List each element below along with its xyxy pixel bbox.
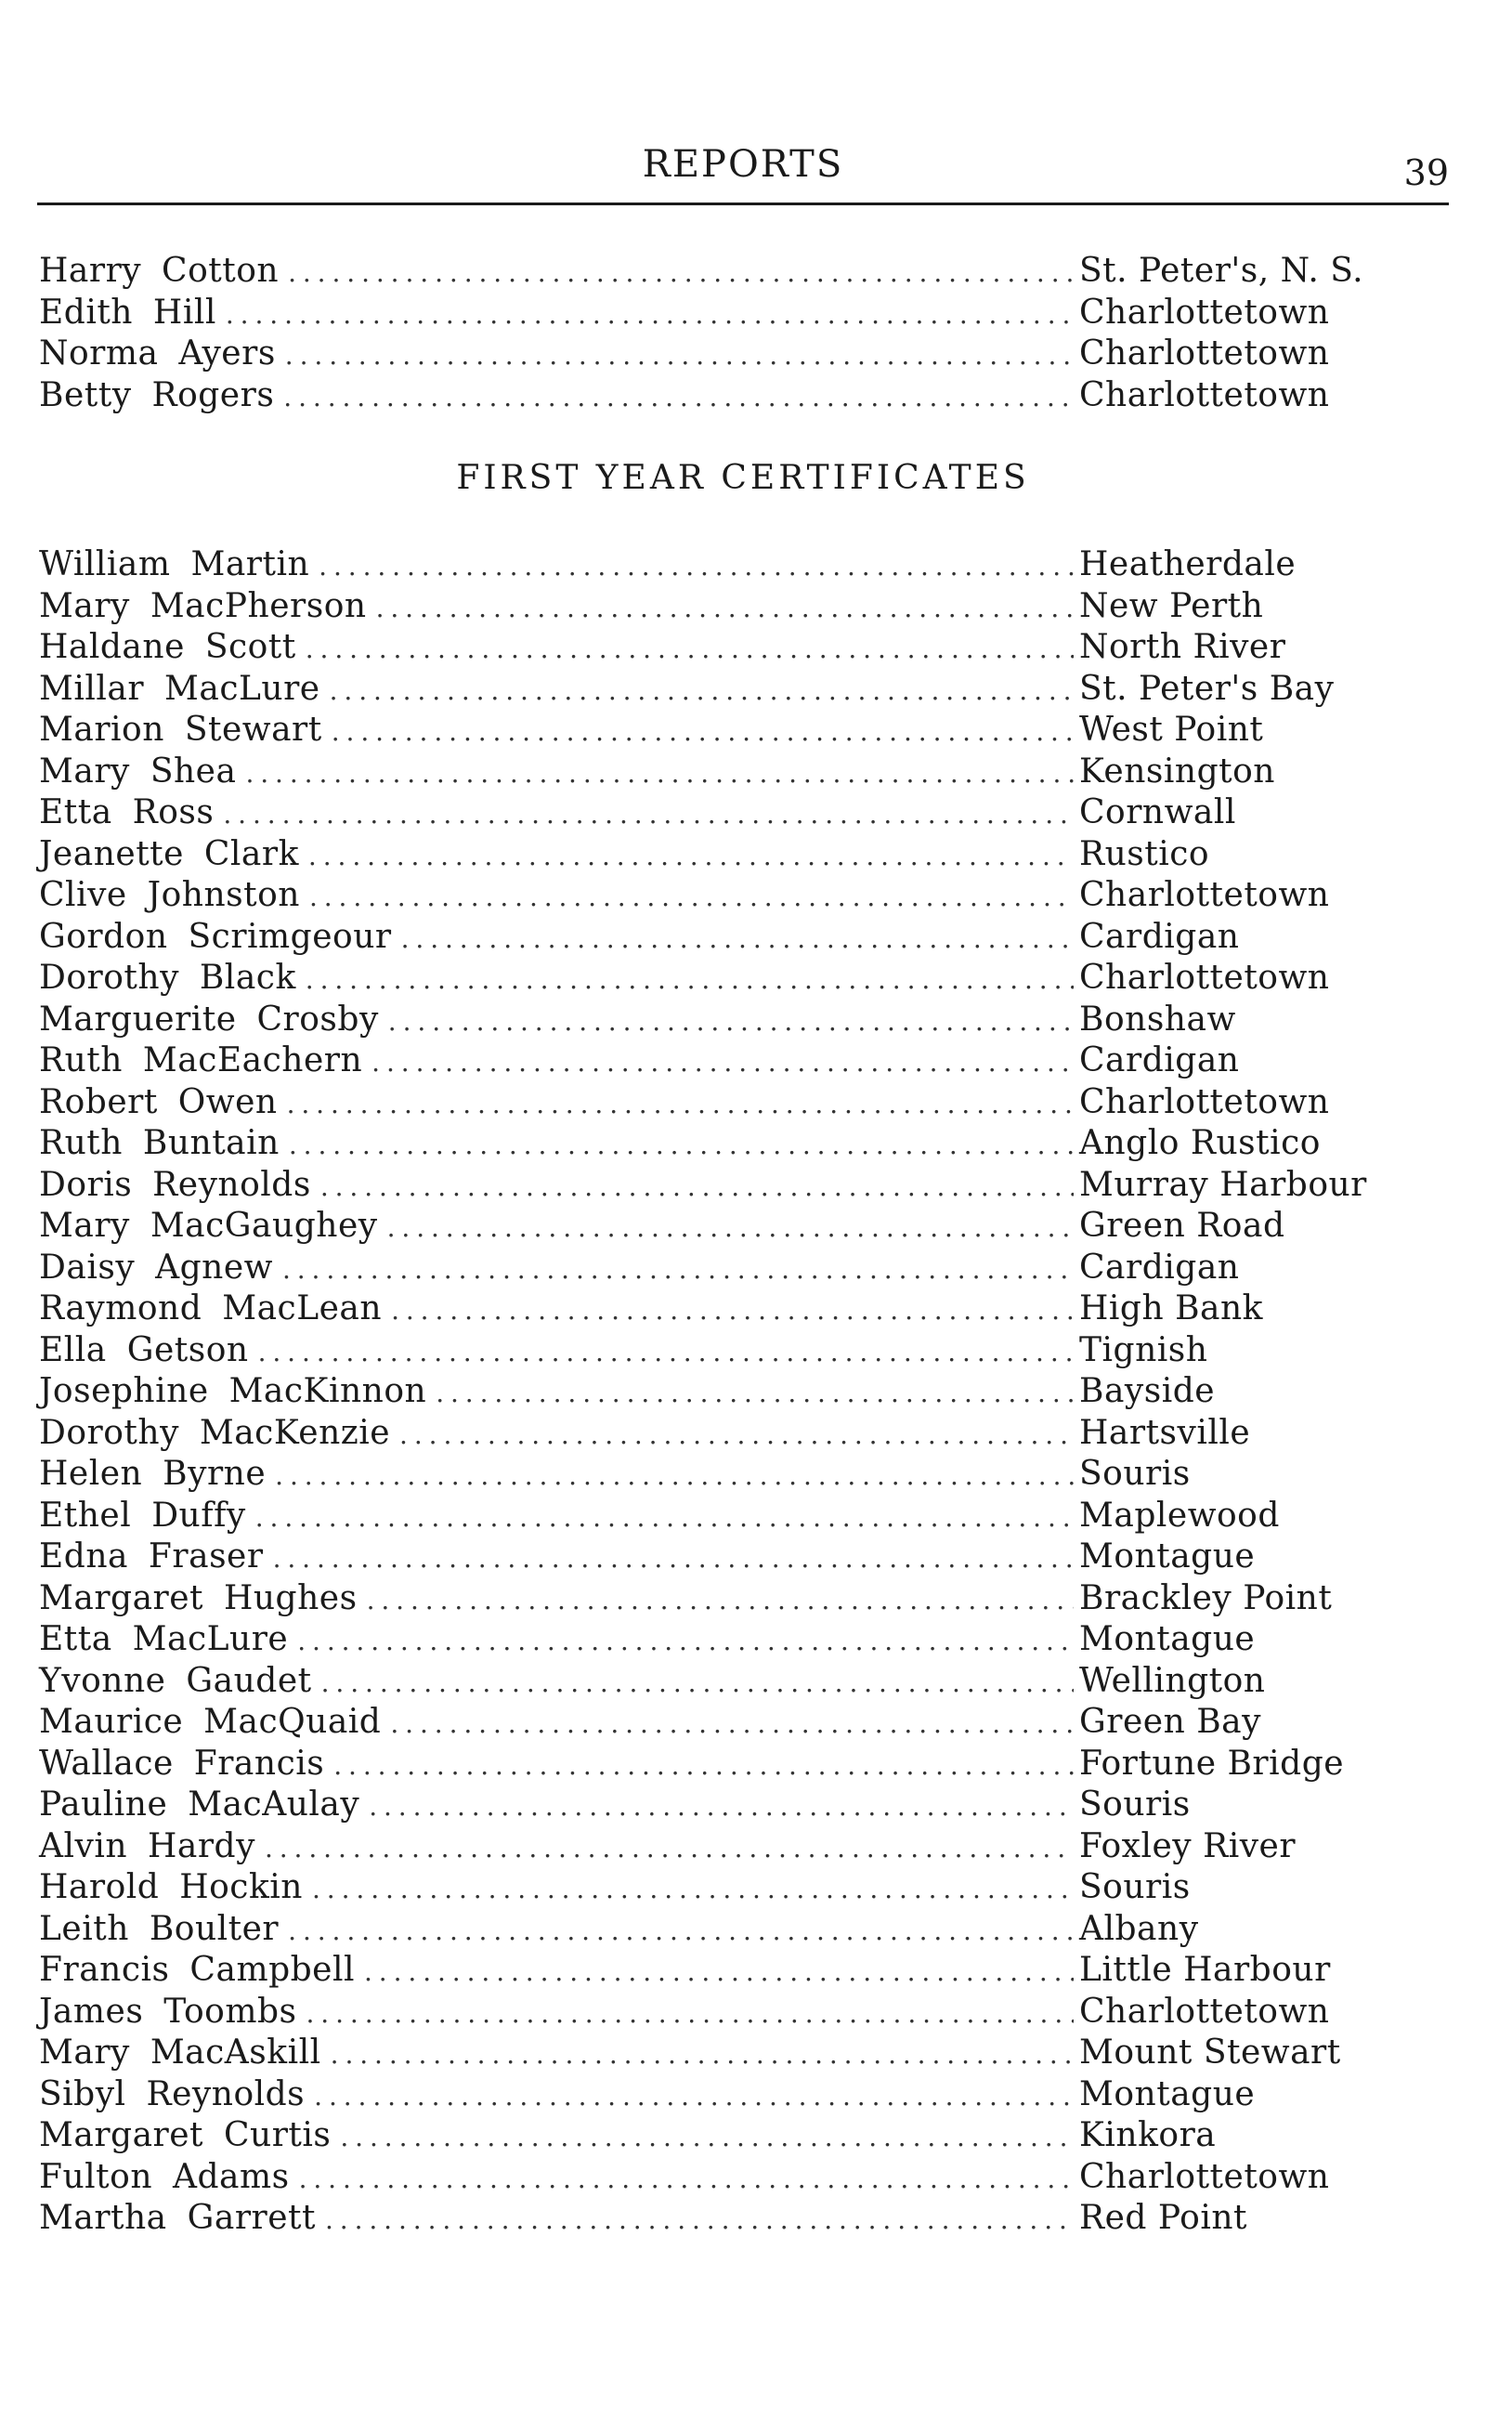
dot-leader xyxy=(226,294,1074,336)
person-name: Robert Owen xyxy=(39,1082,278,1121)
dot-leader xyxy=(399,1415,1074,1457)
place-name: Tignish xyxy=(1079,1330,1208,1369)
dot-leader xyxy=(258,1332,1074,1374)
dot-leader xyxy=(401,919,1074,961)
dot-leader xyxy=(391,1290,1074,1332)
person-name: Maurice MacQuaid xyxy=(39,1703,382,1741)
list-item xyxy=(39,627,1376,669)
place-name: Charlottetown xyxy=(1079,1992,1330,2031)
place-name: St. Peter's, N. S. xyxy=(1079,252,1364,290)
dot-leader xyxy=(390,1704,1074,1746)
list-item xyxy=(39,1950,1376,1992)
place-name: Charlottetown xyxy=(1079,1082,1330,1121)
certificate-list xyxy=(39,544,1376,2240)
person-name: Mary MacAskill xyxy=(39,2033,321,2072)
place-name: Green Bay xyxy=(1079,1703,1261,1741)
place-name: Charlottetown xyxy=(1079,375,1330,414)
dot-leader xyxy=(364,1952,1074,1994)
list-item xyxy=(39,375,1376,417)
list-item xyxy=(39,958,1376,1000)
place-name: Charlottetown xyxy=(1079,959,1330,997)
dot-leader xyxy=(319,546,1074,588)
person-name: Dorothy Black xyxy=(39,959,296,997)
person-name: Martha Garrett xyxy=(39,2199,316,2237)
place-name: Cardigan xyxy=(1079,1041,1240,1079)
dot-leader xyxy=(309,877,1074,919)
person-name: Clive Johnston xyxy=(39,876,300,914)
page-header xyxy=(37,139,1449,204)
dot-leader xyxy=(282,1249,1074,1291)
person-name: Dorothy MacKenzie xyxy=(39,1413,391,1452)
place-name: Bayside xyxy=(1079,1372,1216,1410)
dot-leader xyxy=(333,1746,1074,1787)
place-name: West Point xyxy=(1079,711,1264,749)
dot-leader xyxy=(275,1456,1074,1497)
person-name: William Martin xyxy=(39,545,310,583)
place-name: Bonshaw xyxy=(1079,1000,1236,1039)
place-name: Brackley Point xyxy=(1079,1578,1333,1617)
dot-leader xyxy=(330,671,1074,713)
list-item xyxy=(39,586,1376,628)
place-name: Heatherdale xyxy=(1079,545,1297,583)
list-item xyxy=(39,2074,1376,2116)
dot-leader xyxy=(436,1373,1074,1415)
place-name: Wellington xyxy=(1079,1661,1266,1700)
list-item xyxy=(39,1702,1376,1744)
list-item xyxy=(39,875,1376,917)
person-name: Francis Campbell xyxy=(39,1951,355,1989)
person-name: Etta Ross xyxy=(39,793,215,831)
person-name: Ella Getson xyxy=(39,1330,249,1369)
person-name: James Toombs xyxy=(39,1992,297,2031)
place-name: Souris xyxy=(1079,1785,1191,1824)
page-number: 39 xyxy=(1403,152,1449,193)
place-name: Foxley River xyxy=(1079,1826,1297,1865)
person-name: Raymond MacLean xyxy=(39,1289,383,1327)
person-name: Yvonne Gaudet xyxy=(39,1661,312,1700)
list-item xyxy=(39,1578,1376,1620)
place-name: Souris xyxy=(1079,1455,1191,1493)
place-name: Maplewood xyxy=(1079,1496,1280,1535)
person-name: Harold Hockin xyxy=(39,1868,303,1906)
list-item xyxy=(39,1496,1376,1537)
place-name: Murray Harbour xyxy=(1079,1165,1367,1204)
list-item xyxy=(39,834,1376,876)
person-name: Helen Byrne xyxy=(39,1455,267,1493)
list-item xyxy=(39,1413,1376,1455)
list-item xyxy=(39,1909,1376,1951)
list-item xyxy=(39,251,1376,293)
dot-leader xyxy=(287,1084,1074,1126)
list-item xyxy=(39,1165,1376,1207)
person-name: Mary MacPherson xyxy=(39,586,367,625)
dot-leader xyxy=(312,1869,1074,1911)
list-item xyxy=(39,710,1376,752)
person-name: Margaret Curtis xyxy=(39,2116,332,2154)
dot-leader xyxy=(245,753,1074,795)
dot-leader xyxy=(306,960,1074,1001)
running-head: REPORTS xyxy=(642,143,844,186)
place-name: Rustico xyxy=(1079,834,1210,873)
person-name: Daisy Agnew xyxy=(39,1248,273,1287)
place-name: Charlottetown xyxy=(1079,293,1330,332)
dot-leader xyxy=(308,836,1074,878)
place-name: Charlottetown xyxy=(1079,2157,1330,2196)
dot-leader xyxy=(388,1001,1074,1043)
dot-leader xyxy=(387,1208,1074,1249)
list-item xyxy=(39,669,1376,711)
dot-leader xyxy=(223,794,1074,836)
place-name: Kinkora xyxy=(1079,2116,1217,2154)
place-name: Red Point xyxy=(1079,2199,1248,2237)
place-name: Cardigan xyxy=(1079,1248,1240,1287)
place-name: Mount Stewart xyxy=(1079,2033,1341,2072)
place-name: New Perth xyxy=(1079,586,1264,625)
dot-leader xyxy=(320,1167,1074,1209)
person-name: Ethel Duffy xyxy=(39,1496,246,1535)
person-name: Doris Reynolds xyxy=(39,1165,311,1204)
list-item xyxy=(39,1867,1376,1909)
person-name: Millar MacLure xyxy=(39,669,320,708)
list-item xyxy=(39,2198,1376,2240)
person-name: Ruth Buntain xyxy=(39,1124,280,1162)
person-name: Pauline MacAulay xyxy=(39,1785,360,1824)
person-name: Wallace Francis xyxy=(39,1744,325,1783)
dot-leader xyxy=(299,2159,1074,2201)
person-name: Ruth MacEachern xyxy=(39,1041,363,1079)
list-item xyxy=(39,1536,1376,1578)
person-name: Mary Shea xyxy=(39,752,237,791)
dot-leader xyxy=(289,1125,1074,1167)
dot-leader xyxy=(288,1911,1074,1953)
list-item xyxy=(39,1248,1376,1289)
person-name: Mary MacGaughey xyxy=(39,1207,378,1245)
place-name: Kensington xyxy=(1079,752,1275,791)
list-item xyxy=(39,1744,1376,1785)
list-item xyxy=(39,1454,1376,1496)
dot-leader xyxy=(369,1786,1074,1828)
list-item xyxy=(39,1082,1376,1124)
person-name: Leith Boulter xyxy=(39,1909,280,1948)
list-item xyxy=(39,1000,1376,1041)
list-item xyxy=(39,1288,1376,1330)
list-item xyxy=(39,2033,1376,2074)
list-item xyxy=(39,1040,1376,1082)
dot-leader xyxy=(332,712,1074,753)
list-item xyxy=(39,1371,1376,1413)
person-name: Etta MacLure xyxy=(39,1620,289,1658)
dot-leader xyxy=(288,253,1074,294)
place-name: Montague xyxy=(1079,1537,1256,1576)
list-item xyxy=(39,792,1376,834)
place-name: Montague xyxy=(1079,2074,1256,2113)
person-name: Margaret Hughes xyxy=(39,1578,358,1617)
list-item xyxy=(39,1992,1376,2033)
list-item xyxy=(39,333,1376,375)
place-name: North River xyxy=(1079,628,1286,666)
person-name: Gordon Scrimgeour xyxy=(39,917,392,956)
dot-leader xyxy=(376,588,1074,630)
person-name: Betty Rogers xyxy=(39,375,275,414)
dot-leader xyxy=(325,2200,1074,2242)
dot-leader xyxy=(340,2117,1074,2159)
person-name: Jeanette Clark xyxy=(39,834,299,873)
list-item xyxy=(39,1206,1376,1248)
place-name: Cardigan xyxy=(1079,917,1240,956)
list-item xyxy=(39,917,1376,959)
person-name: Norma Ayers xyxy=(39,334,276,373)
dot-leader xyxy=(367,1580,1074,1622)
person-name: Marguerite Crosby xyxy=(39,1000,379,1039)
place-name: St. Peter's Bay xyxy=(1079,669,1335,708)
place-name: Souris xyxy=(1079,1868,1191,1906)
header-rule xyxy=(37,203,1449,205)
list-item xyxy=(39,1826,1376,1868)
dot-leader xyxy=(314,2076,1074,2118)
dot-leader xyxy=(331,2034,1074,2076)
person-name: Harry Cotton xyxy=(39,252,280,290)
section-title: FIRST YEAR CERTIFICATES xyxy=(456,459,1030,497)
person-name: Alvin Hardy xyxy=(39,1826,255,1865)
list-item xyxy=(39,293,1376,334)
person-name: Sibyl Reynolds xyxy=(39,2074,306,2113)
place-name: Anglo Rustico xyxy=(1079,1124,1321,1162)
list-item xyxy=(39,1661,1376,1703)
place-name: Charlottetown xyxy=(1079,334,1330,373)
dot-leader xyxy=(273,1538,1074,1580)
top-name-list xyxy=(39,251,1376,416)
dot-leader xyxy=(285,335,1074,377)
list-item xyxy=(39,1123,1376,1165)
dot-leader xyxy=(255,1497,1074,1539)
place-name: High Bank xyxy=(1079,1289,1263,1327)
person-name: Haldane Scott xyxy=(39,628,296,666)
person-name: Josephine MacKinnon xyxy=(39,1372,427,1410)
place-name: Fortune Bridge xyxy=(1079,1744,1345,1783)
place-name: Hartsville xyxy=(1079,1413,1251,1452)
place-name: Cornwall xyxy=(1079,793,1236,831)
place-name: Little Harbour xyxy=(1079,1951,1331,1989)
dot-leader xyxy=(371,1042,1074,1084)
place-name: Green Road xyxy=(1079,1207,1285,1245)
person-name: Fulton Adams xyxy=(39,2157,290,2196)
list-item xyxy=(39,752,1376,793)
place-name: Charlottetown xyxy=(1079,876,1330,914)
dot-leader xyxy=(321,1663,1074,1705)
dot-leader xyxy=(306,1994,1074,2035)
person-name: Edna Fraser xyxy=(39,1537,264,1576)
list-item xyxy=(39,544,1376,586)
list-item xyxy=(39,1619,1376,1661)
list-item xyxy=(39,2115,1376,2157)
person-name: Edith Hill xyxy=(39,293,216,332)
dot-leader xyxy=(283,377,1074,419)
list-item xyxy=(39,2157,1376,2199)
place-name: Albany xyxy=(1079,1909,1199,1948)
dot-leader xyxy=(306,629,1074,671)
person-name: Marion Stewart xyxy=(39,711,322,749)
list-item xyxy=(39,1785,1376,1826)
list-item xyxy=(39,1330,1376,1372)
dot-leader xyxy=(265,1828,1074,1870)
place-name: Montague xyxy=(1079,1620,1256,1658)
dot-leader xyxy=(297,1621,1074,1663)
